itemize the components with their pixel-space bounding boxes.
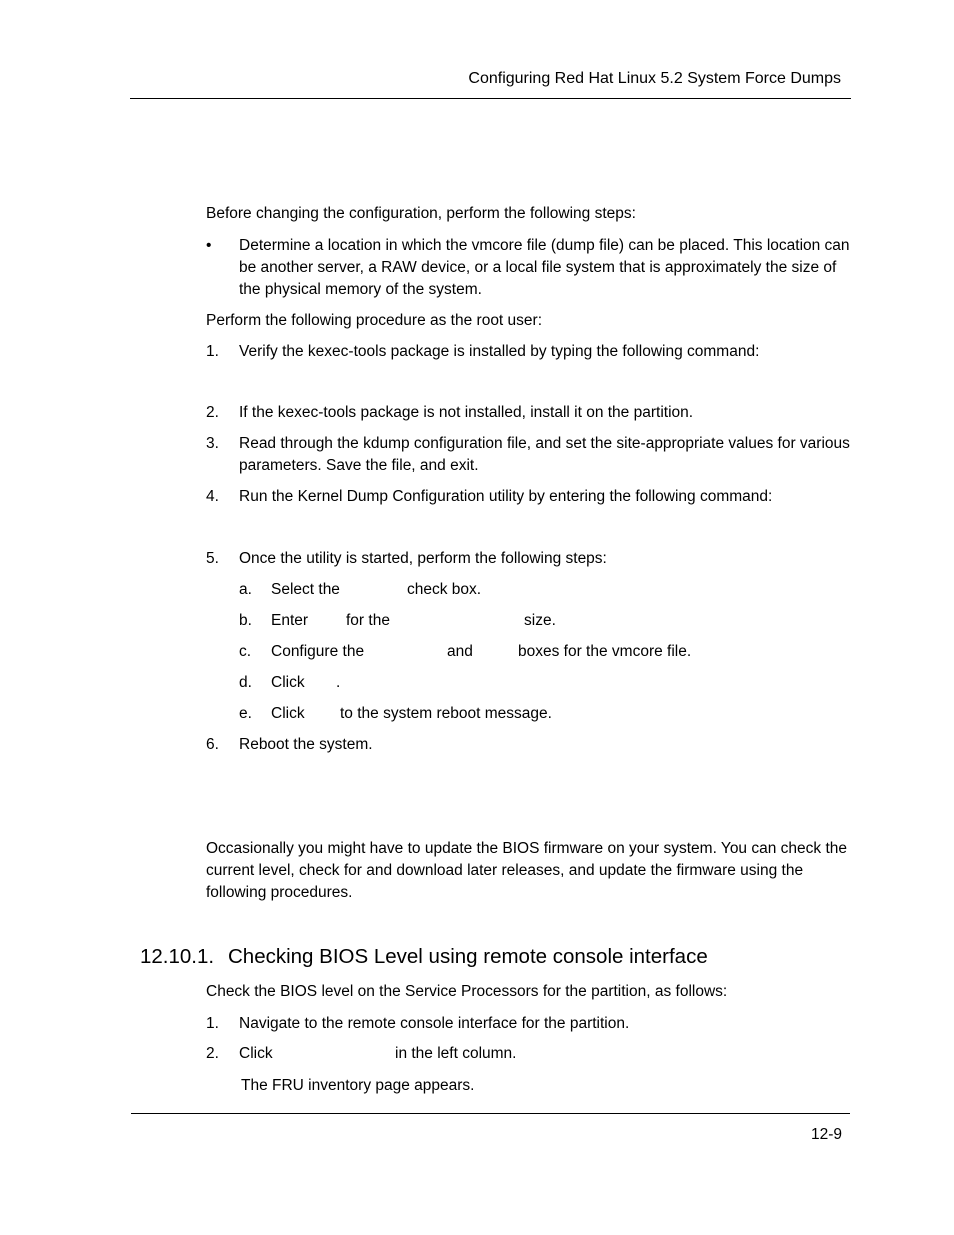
- substep-text: Configure the: [271, 643, 365, 660]
- step-text: Navigate to the remote console interface for the partition.: [239, 1015, 630, 1032]
- step-result: The FRU inventory page appears.: [241, 1077, 475, 1094]
- substep-text: boxes for the vmcore file.: [518, 643, 692, 660]
- step-number: 4.: [206, 488, 219, 505]
- substep-letter: e.: [239, 705, 252, 722]
- step-number: 6.: [206, 736, 219, 753]
- substep-letter: b.: [239, 612, 252, 629]
- procedure-intro: Perform the following procedure as the root user:: [206, 312, 543, 329]
- step-text: Run the Kernel Dump Configuration utility by entering the following command:: [239, 488, 773, 505]
- bios-paragraph: Occasionally you might have to update the BIOS firmware on your system. You can check the current level, check for and download later releases, and update the firmware using the following procedures.: [206, 840, 848, 901]
- step-number: 1.: [206, 1015, 219, 1032]
- step-number: 3.: [206, 435, 219, 452]
- substep-letter: d.: [239, 674, 252, 691]
- section-intro: Check the BIOS level on the Service Processors for the partition, as follows:: [206, 983, 728, 1000]
- step-text: Reboot the system.: [239, 736, 373, 753]
- intro-text: Before changing the configuration, perform the following steps:: [206, 205, 636, 222]
- substep-text: Enter: [271, 612, 309, 629]
- step-text: Read through the kdump configuration file, and set the site-appropriate values for various parameters. Save the file, and exit.: [239, 435, 850, 474]
- step-text: Click: [239, 1045, 273, 1062]
- substep-text: and: [447, 643, 473, 660]
- header-rule: [130, 98, 851, 99]
- bullet-symbol: •: [206, 237, 212, 254]
- section-number: 12.10.1.: [140, 945, 215, 968]
- step-text: Once the utility is started, perform the following steps:: [239, 550, 607, 567]
- section-title: Checking BIOS Level using remote console interface: [228, 945, 708, 968]
- bullet-text: Determine a location in which the vmcore file (dump file) can be placed. This location can be another server, a RAW device, or a local file system that is approximately the size of the physical memory of the system.: [239, 237, 850, 298]
- step-number: 2.: [206, 404, 219, 421]
- step-number: 5.: [206, 550, 219, 567]
- substep-text: to the system reboot message.: [340, 705, 552, 722]
- substep-text: Select the: [271, 581, 340, 598]
- substep-text: Click: [271, 705, 305, 722]
- step-number: 2.: [206, 1045, 219, 1062]
- substep-letter: a.: [239, 581, 252, 598]
- step-number: 1.: [206, 343, 219, 360]
- substep-text: .: [336, 674, 341, 691]
- step-text: in the left column.: [395, 1045, 517, 1062]
- step-text: If the kexec-tools package is not installed, install it on the partition.: [239, 404, 694, 421]
- running-header: Configuring Red Hat Linux 5.2 System Force Dumps: [468, 70, 841, 87]
- substep-letter: c.: [239, 643, 252, 660]
- substep-text: for the: [346, 612, 390, 629]
- footer-rule: [131, 1113, 850, 1114]
- page-number: 12-9: [810, 1126, 842, 1143]
- substep-text: check box.: [407, 581, 482, 598]
- step-text: Verify the kexec-tools package is installed by typing the following command:: [239, 343, 760, 360]
- substep-text: size.: [524, 612, 556, 629]
- substep-text: Click: [271, 674, 305, 691]
